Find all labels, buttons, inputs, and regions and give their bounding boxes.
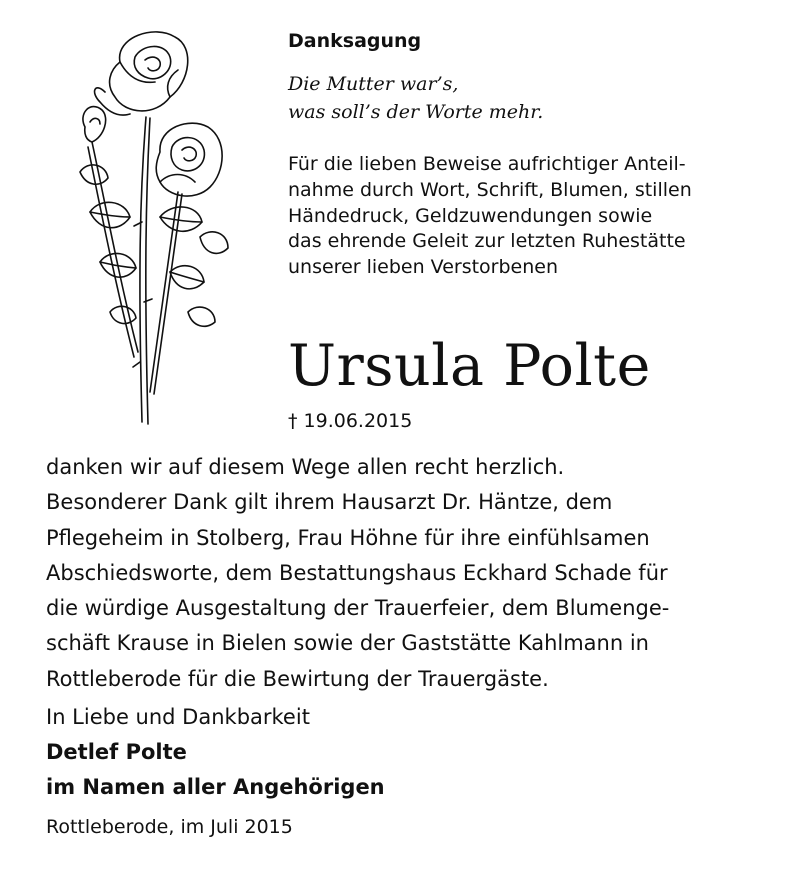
quote-line: was soll’s der Worte mehr.: [288, 101, 544, 123]
thanks-line: danken wir auf diesem Wege allen recht herzlich.: [46, 455, 565, 479]
thanks-line: Pflegeheim in Stolberg, Frau Höhne für ihre einfühlsamen: [46, 525, 650, 550]
place-date: Rottleberode, im Juli 2015: [46, 816, 293, 838]
signature-block: [46, 700, 385, 805]
intro-line: das ehrende Geleit zur letzten Ruhestätte: [288, 230, 686, 253]
thanks-line: Rottleberode für die Bewirtung der Trauergäste.: [46, 666, 549, 691]
intro-line: nahme durch Wort, Schrift, Blumen, stillen: [288, 178, 692, 201]
signatory-note: im Namen aller Angehörigen: [46, 775, 385, 799]
heading: Danksagung: [288, 30, 422, 52]
thanks-line: Abschiedsworte, dem Bestattungshaus Eckhard Schade für: [46, 560, 668, 585]
intro-line: unserer lieben Verstorbenen: [288, 256, 559, 279]
signatory-name: Detlef Polte: [46, 740, 187, 764]
thanks-line: schäft Krause in Bielen sowie der Gaststätte Kahlmann in: [46, 631, 649, 656]
deceased-name: Ursula Polte: [288, 333, 651, 399]
rose-illustration-icon: [60, 22, 235, 432]
death-date: † 19.06.2015: [288, 410, 413, 432]
thanks-paragraph: [46, 450, 669, 697]
quote: [288, 70, 543, 126]
quote-line: Die Mutter war’s,: [288, 73, 459, 95]
thanks-line: Besonderer Dank gilt ihrem Hausarzt Dr. Häntze, dem: [46, 490, 613, 515]
intro-line: Händedruck, Geldzuwendungen sowie: [288, 204, 653, 227]
intro-line: Für die lieben Beweise aufrichtiger Anteil-: [288, 153, 686, 175]
closing-phrase: In Liebe und Dankbarkeit: [46, 705, 310, 729]
intro-paragraph: [288, 152, 692, 281]
thanks-line: die würdige Ausgestaltung der Trauerfeier, dem Blumenge-: [46, 596, 670, 621]
